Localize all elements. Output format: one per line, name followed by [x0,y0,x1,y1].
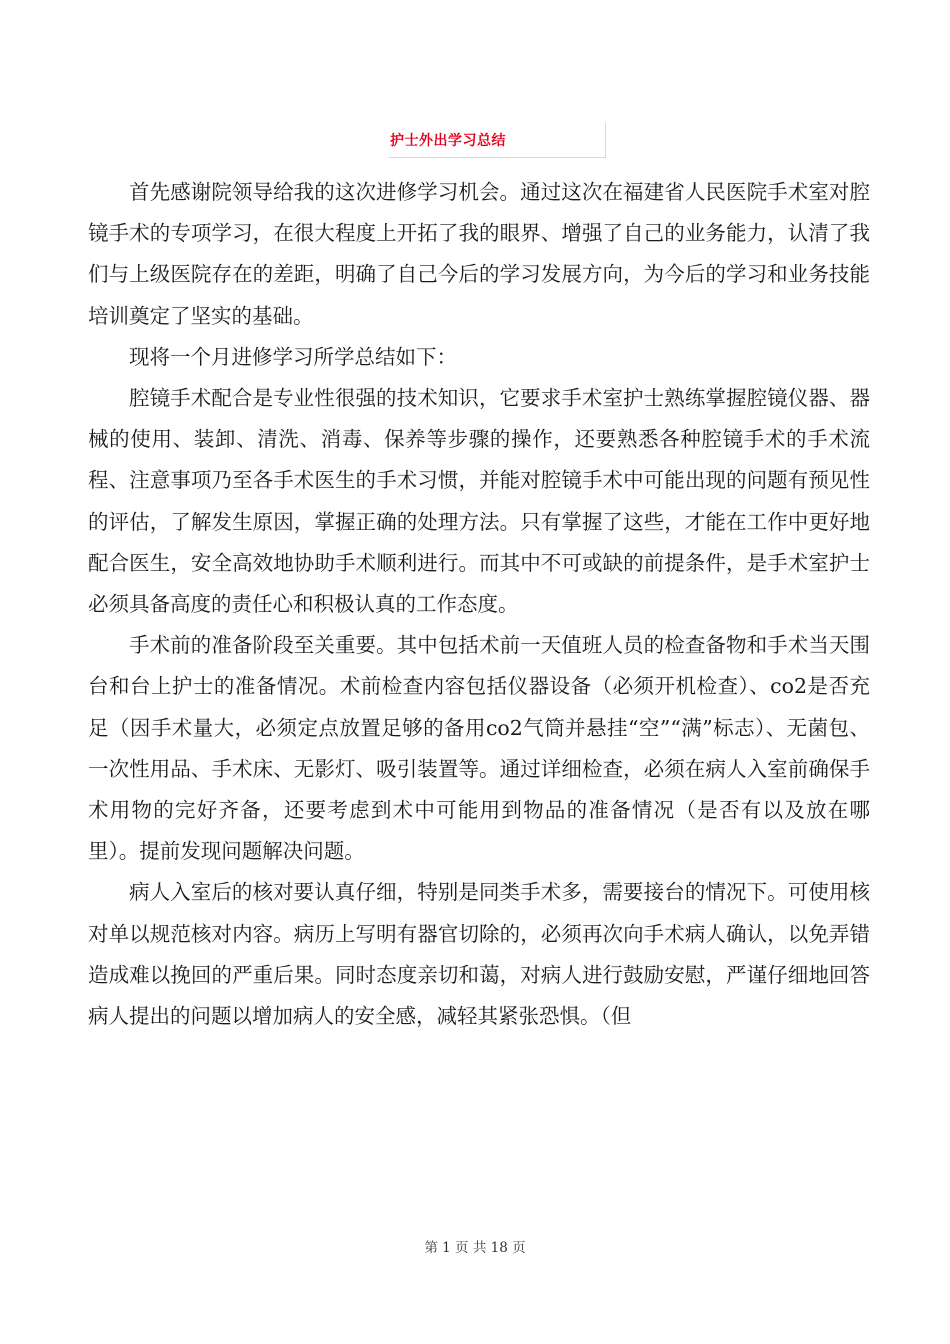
page-number-footer: 第 1 页 共 18 页 [424,1240,526,1256]
document-title: 护士外出学习总结 [390,133,506,149]
document-body [88,172,870,1037]
paragraph-patient-check: 病人入室后的核对要认真仔细，特别是同类手术多，需要接台的情况下。可使用核对单以规范核对内容。病历上写明有器官切除的，必须再次向手术病人确认，以免弄错造成难以挽回的严重后果。同时态度亲切和蔼，对病人进行鼓励安慰，严谨仔细地回答病人提出的问题以增加病人的安全感，减轻其紧张恐惧。（但 [88,880,870,1029]
paragraph-intro: 首先感谢院领导给我的这次进修学习机会。通过这次在福建省人民医院手术室对腔镜手术的专项学习，在很大程度上开拓了我的眼界、增强了自己的业务能力，认清了我们与上级医院存在的差距，明确了自己今后的学习发展方向，为今后的学习和业务技能培训奠定了坚实的基础。 [88,180,870,328]
paragraph-preparation: 手术前的准备阶段至关重要。其中包括术前一天值班人员的检查备物和手术当天围台和台上护士的准备情况。术前检查内容包括仪器设备（必须开机检查）、co2是否充足（因手术量大，必须定点放置足够的备用co2气筒并悬挂“空”“满”标志）、无菌包、一次性用品、手术床、无影灯、吸引装置等。通过详细检查，必须在病人入室前确保手术用物的完好齐备，还要考虑到术中可能用到物品的准备情况（是否有以及放在哪里）。提前发现问题解决问题。 [88,633,870,864]
paragraph-laparoscopy: 腔镜手术配合是专业性很强的技术知识，它要求手术室护士熟练掌握腔镜仪器、器械的使用、装卸、清洗、消毒、保养等步骤的操作，还要熟悉各种腔镜手术的手术流程、注意事项乃至各手术医生的手术习惯，并能对腔镜手术中可能出现的问题有预见性的评估，了解发生原因，掌握正确的处理方法。只有掌握了这些，才能在工作中更好地配合医生，安全高效地协助手术顺利进行。而其中不可或缺的前提条件，是手术室护士必须具备高度的责任心和积极认真的工作态度。 [88,386,870,617]
paragraph-summary-lead: 现将一个月进修学习所学总结如下： [129,344,457,369]
